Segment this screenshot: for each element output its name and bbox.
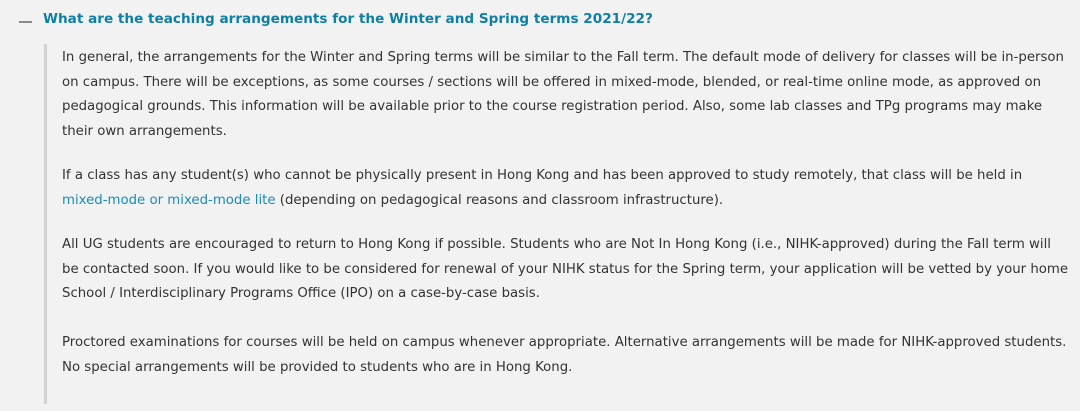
- paragraph-2-text-after: (depending on pedagogical reasons and classroom infrastructure).: [275, 192, 724, 208]
- paragraph-2-text-before: If a class has any student(s) who cannot be physically present in Hong Kong and has been approved to study remotely, that class will be held in: [62, 168, 1023, 183]
- minus-icon[interactable]: [19, 21, 32, 23]
- faq-question[interactable]: What are the teaching arrangements for the Winter and Spring terms 2021/22?: [43, 11, 653, 27]
- answer-paragraph-1: In general, the arrangements for the Winter and Spring terms will be similar to the Fall term. The default mode of delivery for classes will be in-person on campus. There will be exceptions, as some courses / sections will be offered in mixed-mode, blended, or real-time online mode, as approved on pedagogical grounds. This information will be available prior to the course registration period. Also, some lab classes and TPg programs may make their own arrangements.: [62, 50, 1064, 139]
- answer-paragraph-4: Proctored examinations for courses will be held on campus whenever appropriate. Alternative arrangements will be made for NIHK-approved students. No special arrangements will be provided to students who are in Hong Kong.: [62, 335, 1067, 375]
- answer-paragraph-2: [62, 164, 1070, 213]
- faq-answer: [44, 44, 1074, 404]
- mixed-mode-link[interactable]: mixed-mode or mixed-mode lite: [62, 192, 276, 208]
- faq-question-toggle[interactable]: [0, 0, 1080, 44]
- answer-paragraph-3: All UG students are encouraged to return to Hong Kong if possible. Students who are Not In Hong Kong (i.e., NIHK-approved) during the Fall term will be contacted soon. If you would like to be considered for renewal of your NIHK status for the Spring term, your application will be vetted by your home School / Interdisciplinary Programs Office (IPO) on a case-by-case basis.: [62, 237, 1069, 301]
